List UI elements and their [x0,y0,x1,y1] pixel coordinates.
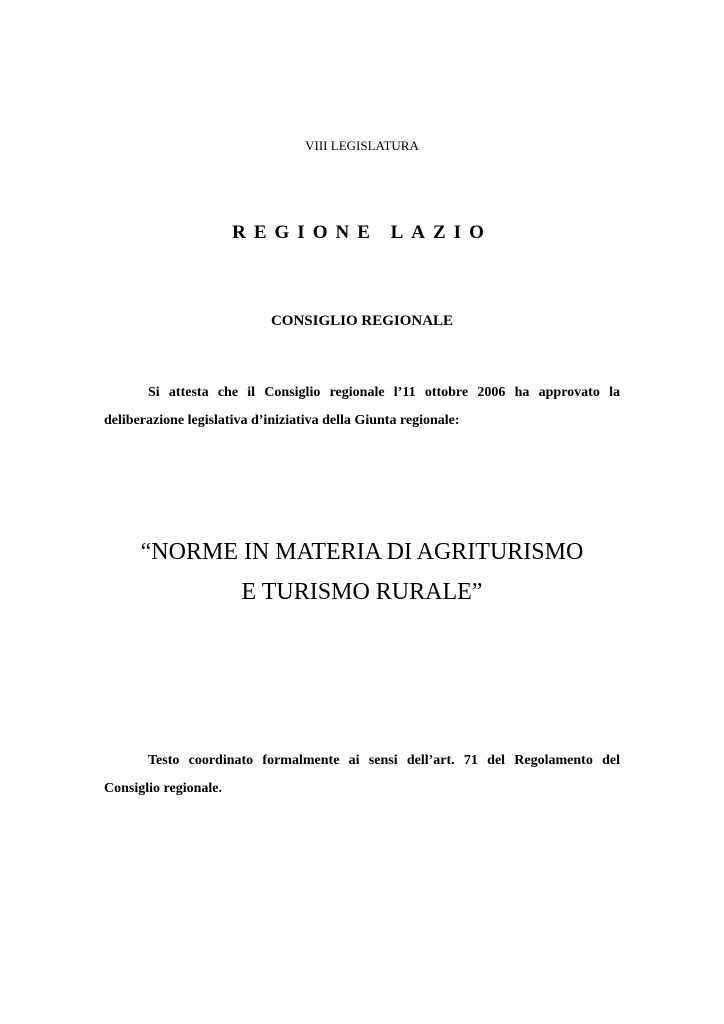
attestation-text: Si attesta che il Consiglio regionale l’11 ottobre 2006 ha approvato la deliberazione legislativa d’iniziativa della Giunta regionale: [104,385,620,428]
coordination-text: Testo coordinato formalmente ai sensi dell’art. 71 del Regolamento del Consiglio regionale. [104,753,620,796]
legislatura-heading: VIII LEGISLATURA [305,138,419,153]
law-title [0,532,724,612]
consiglio-heading: CONSIGLIO REGIONALE [270,313,454,329]
coordination-paragraph [104,747,620,803]
law-title-line-1: “NORME IN MATERIA DI AGRITURISMO [140,539,584,565]
attestation-paragraph [104,379,620,435]
regione-heading: REGIONE LAZIO [232,222,492,243]
law-title-line-2: E TURISMO RURALE” [241,579,483,605]
